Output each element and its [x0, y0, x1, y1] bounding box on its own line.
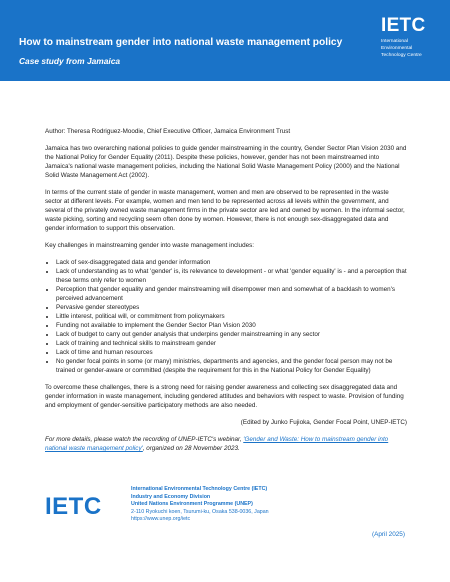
more-details-suffix: , organized on 28 November 2023. — [142, 445, 240, 452]
list-item: • Lack of training and technical skills to mainstream gender — [56, 339, 407, 348]
more-details-prefix: For more details, please watch the recording of UNEP-IETC's webinar, — [45, 436, 244, 443]
more-details — [45, 435, 407, 453]
conclusion-paragraph: To overcome these challenges, there is a strong need for raising gender awareness and collecting sex disaggregated data and gender information in waste management, including gendered attitudes and behaviors with respect to waste. Provision of funding and employment of gender-sensitive participatory methods are also needed. — [45, 384, 404, 409]
page-title: How to mainstream gender into national waste management policy — [19, 37, 343, 48]
footer-contact — [131, 486, 269, 524]
webinar-link[interactable]: 'Gender and Waste: How to mainstream gender into national waste management policy' — [45, 436, 389, 452]
logo-caption-line: International — [381, 39, 408, 44]
list-item: • Lack of sex-disaggregated data and gender information — [56, 258, 407, 267]
document-body — [45, 127, 407, 461]
footer-org-line: International Environmental Technology Centre (IETC) — [131, 486, 268, 492]
list-item: • No gender focal points in some (or many) ministries, departments and agencies, and the gender focal person may not be trained or gender-aware or committed (despite the requirement for this in the National Policy for Gender Equality) — [56, 357, 407, 375]
header-banner — [0, 0, 450, 81]
footer-org-line: United Nations Environment Programme (UNEP) — [131, 501, 253, 507]
list-item: • Lack of understanding as to what 'gender' is, its relevance to development - or what 'gender equality' is - and a perception that these terms only refer to women — [56, 267, 407, 285]
footer-ietc-logo: IETC — [45, 493, 102, 520]
author-line: Author: Theresa Rodriguez-Moodie, Chief Executive Officer, Jamaica Environment Trust — [45, 128, 291, 135]
current-state-paragraph: In terms of the current state of gender in waste management, women and men are observed to be represented in the waste sector at different levels. For example, women and men tend to be represented across all levels within the government, and several of the privately owned waste management firms in the private sector are led and owned by women. In the informal sector, waste picking, sorting and recycling seem often done by women. However, there is not enough sex-disaggregated data and gender information to support this observation. — [45, 189, 405, 232]
list-item: • Lack of budget to carry out gender analysis that underpins gender mainstreaming in any sector — [56, 330, 407, 339]
list-item: • Lack of time and human resources — [56, 348, 407, 357]
edited-by: (Edited by Junko Fujioka, Gender Focal Point, UNEP-IETC) — [240, 419, 407, 426]
challenges-intro: Key challenges in mainstreaming gender into waste management includes: — [45, 242, 254, 249]
intro-paragraph: Jamaica has two overarching national policies to guide gender mainstreaming in the country, Gender Sector Plan Vision 2030 and the National Policy for Gender Equality (2011). Despite these policies, however, gender has not been mainstreamed into Jamaica's national waste management policies, including the National Solid Waste Management Policy (2000) and the National Solid Waste Management Act (2002). — [45, 145, 407, 179]
logo-caption-line: Technology Centre — [381, 53, 422, 58]
challenges-list — [45, 258, 407, 375]
publication-date: (April 2025) — [371, 531, 405, 538]
page-subtitle: Case study from Jamaica — [19, 56, 121, 66]
ietc-logo-caption — [381, 38, 422, 59]
footer-address: 2-110 Ryokuchi koen, Tsurumi-ku, Osaka 538-0036, Japan — [131, 508, 269, 515]
footer-org-line: Industry and Economy Division — [131, 493, 211, 500]
footer-url[interactable]: https://www.unep.org/ietc — [131, 516, 191, 522]
list-item: • Pervasive gender stereotypes — [56, 303, 407, 312]
list-item: • Funding not available to implement the Gender Sector Plan Vision 2030 — [56, 321, 407, 330]
list-item: • Little interest, political will, or commitment from policymakers — [56, 312, 407, 321]
logo-caption-line: Environmental — [381, 46, 413, 51]
list-item: • Perception that gender equality and gender mainstreaming will disempower men and somewhat of a backlash to women's perceived advancement — [56, 285, 407, 303]
ietc-logo: IETC — [381, 15, 426, 36]
